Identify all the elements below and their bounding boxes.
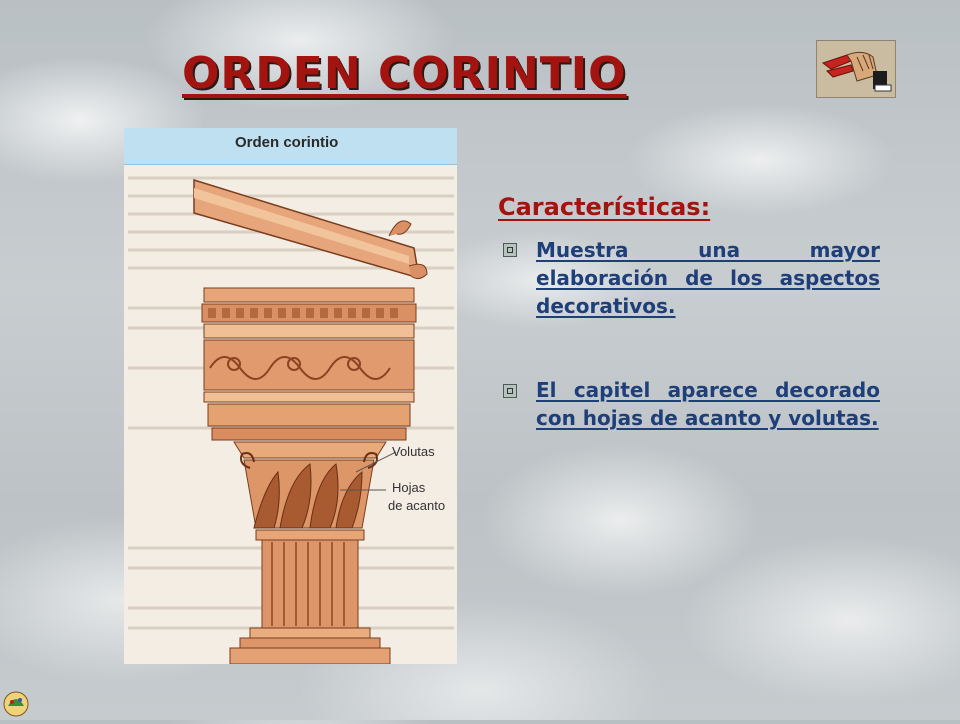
column-drawing bbox=[124, 128, 457, 664]
hojas-label-line1: Hojas bbox=[392, 480, 426, 495]
bullet-item-1: Muestra una mayor elaboración de los aspectos decorativos. bbox=[536, 238, 880, 318]
figure-title: Orden corintio bbox=[235, 134, 339, 151]
bullet-item-2: El capitel aparece decorado con hojas de acanto y volutas. bbox=[536, 378, 880, 430]
square-bullet-icon bbox=[503, 243, 517, 257]
hojas-label-line2: de acanto bbox=[388, 498, 446, 513]
corinthian-order-illustration bbox=[124, 128, 457, 664]
pointing-hand-icon[interactable] bbox=[816, 40, 896, 98]
square-bullet-icon bbox=[503, 384, 517, 398]
characteristics-heading: Características: bbox=[498, 193, 711, 221]
volutas-label: Volutas bbox=[392, 444, 435, 459]
corner-logo-icon bbox=[0, 686, 34, 720]
slide-title: ORDEN CORINTIO bbox=[182, 48, 627, 99]
